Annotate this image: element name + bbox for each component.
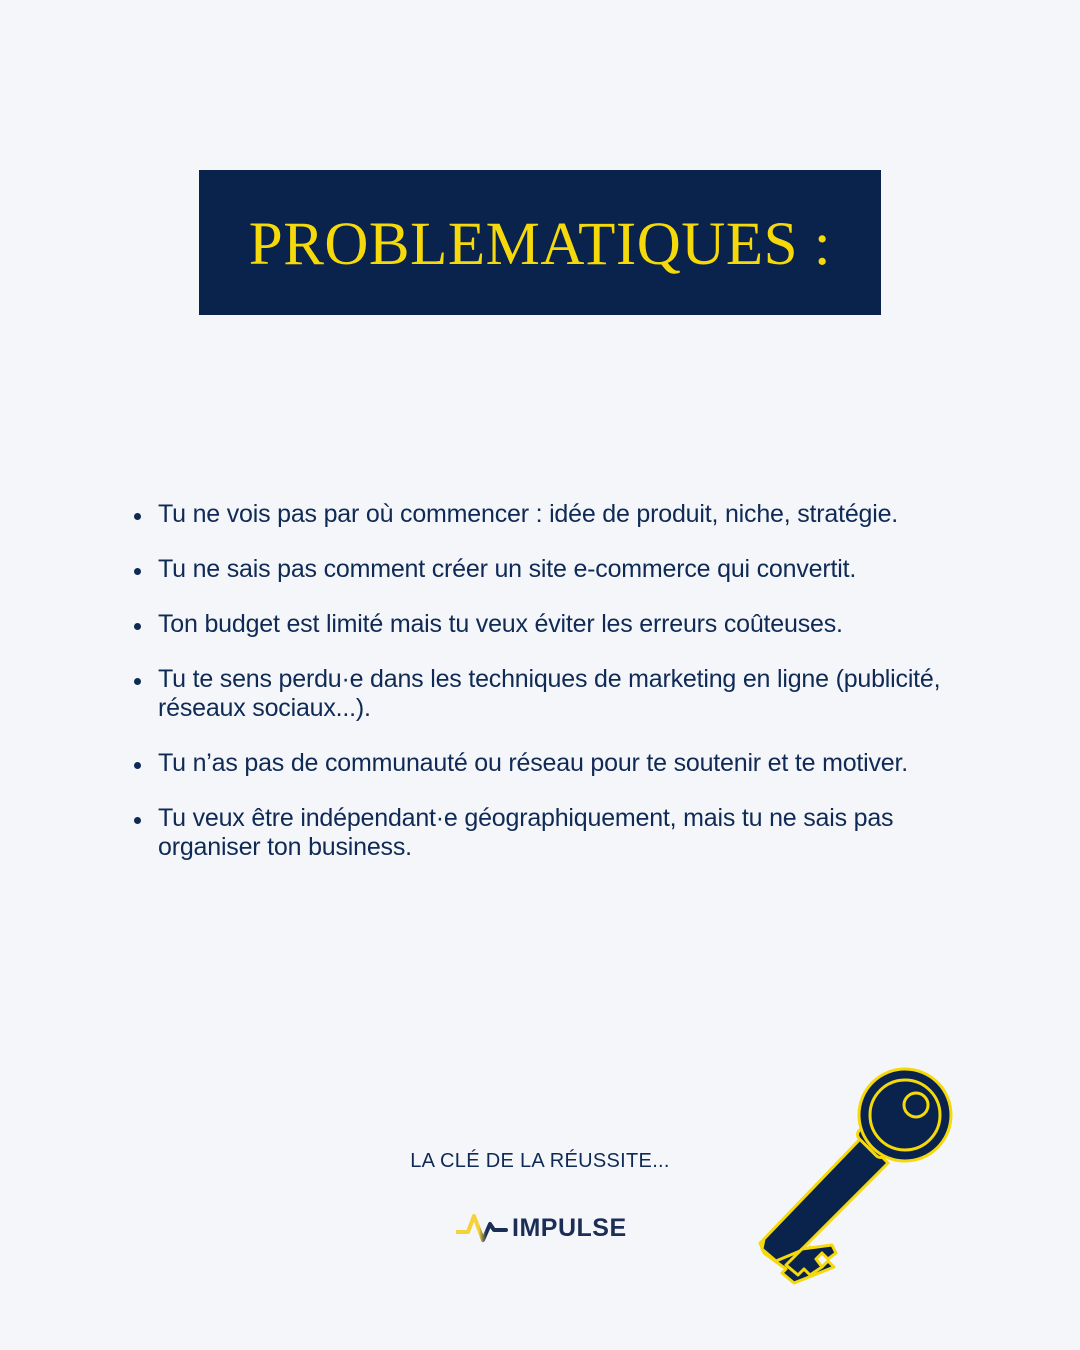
bullet-icon <box>134 762 141 769</box>
brand-name: IMPULSE <box>512 1213 627 1242</box>
page-title: PROBLEMATIQUES : <box>248 210 832 278</box>
list-item <box>132 749 952 778</box>
tagline: LA CLÉ DE LA RÉUSSITE... <box>410 1150 670 1172</box>
list-item-text: Tu n’as pas de communauté ou réseau pour te soutenir et te motiver. <box>158 749 908 777</box>
list-item <box>132 804 952 862</box>
list-item-text: Tu ne sais pas comment créer un site e-commerce qui convertit. <box>158 555 857 583</box>
list-item <box>132 610 952 639</box>
list-item-text: Tu te sens perdu·e dans les techniques de marketing en ligne (publicité, réseaux sociaux...). <box>158 665 941 722</box>
bullet-icon <box>134 568 141 575</box>
bullet-icon <box>134 513 141 520</box>
list-item-text: Tu ne vois pas par où commencer : idée de produit, niche, stratégie. <box>158 500 899 528</box>
list-item <box>132 500 952 529</box>
brand-logo <box>456 1212 627 1244</box>
list-item-text: Ton budget est limité mais tu veux éviter les erreurs coûteuses. <box>158 610 843 638</box>
list-item <box>132 665 952 723</box>
pulse-wave-icon <box>456 1212 508 1244</box>
bullet-icon <box>134 678 141 685</box>
list-item-text: Tu veux être indépendant·e géographiquement, mais tu ne sais pas organiser ton business. <box>158 804 894 861</box>
bullet-icon <box>134 623 141 630</box>
problem-list <box>132 500 952 888</box>
key-icon <box>750 1065 960 1290</box>
list-item <box>132 555 952 584</box>
bullet-icon <box>134 817 141 824</box>
title-banner <box>199 170 881 315</box>
